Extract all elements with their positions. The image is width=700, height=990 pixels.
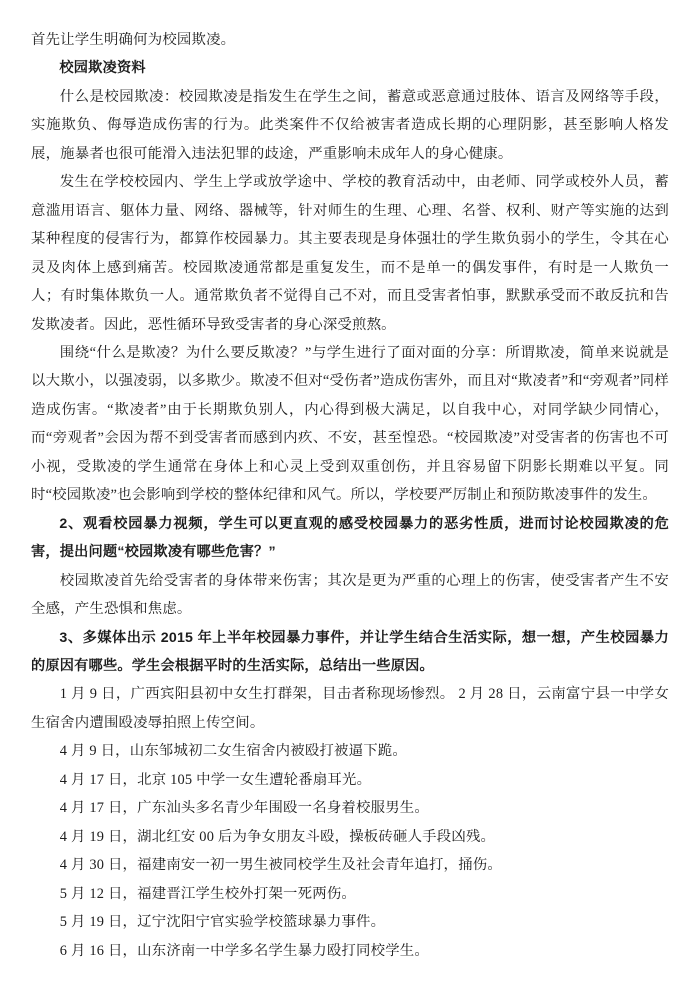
body-paragraph: 1 月 9 日，广西宾阳县初中女生打群架，目击者称现场惨烈。 2 月 28 日，云南富宁县一中学女生宿舍内遭围殴凌辱拍照上传空间。 (31, 686, 669, 731)
heading-paragraph: 2、观看校园暴力视频，学生可以更直观的感受校园暴力的恶劣性质，进而讨论校园欺凌的危害，提出问题“校园欺凌有哪些危害？” (31, 515, 669, 561)
body-paragraph: 发生在学校校园内、学生上学或放学途中、学校的教育活动中，由老师、同学或校外人员，蓄意滥用语言、躯体力量、网络、器械等，针对师生的生理、心理、名誉、权利、财产等实施的达到某种程度的侵害行为，都算作校园暴力。其主要表现是身体强壮的学生欺负弱小的学生，令其在心灵及肉体上感到痛苦。校园欺凌通常都是重复发生，而不是单一的偶发事件，有时是一人欺负一人；有时集体欺负一人。通常欺负者不觉得自己不对，而且受害者怕事，默默承受而不敢反抗和告发欺凌者。因此，恶性循环导致受害者的身心深受煎熬。 (31, 174, 669, 333)
body-paragraph: 首先让学生明确何为校园欺凌。 (31, 32, 236, 48)
heading-paragraph: 3、多媒体出示 2015 年上半年校园暴力事件，并让学生结合生活实际，想一想，产生校园暴力的原因有哪些。学生会根据平时的生活实际，总结出一些原因。 (31, 629, 669, 674)
body-paragraph: 4 月 9 日，山东邹城初二女生宿舍内被殴打被逼下跪。 (59, 743, 407, 760)
body-paragraph: 5 月 19 日，辽宁沈阳宁官实验学校篮球暴力事件。 (59, 914, 386, 931)
body-paragraph: 4 月 17 日，广东汕头多名青少年围殴一名身着校服男生。 (59, 800, 429, 817)
heading-paragraph: 校园欺凌资料 (59, 60, 146, 77)
body-paragraph: 校园欺凌首先给受害者的身体带来伤害；其次是更为严重的心理上的伤害，使受害者产生不安全感，产生恐惧和焦虑。 (31, 572, 669, 618)
body-paragraph: 4 月 17 日，北京 105 中学一女生遭轮番扇耳光。 (59, 771, 372, 788)
body-paragraph: 4 月 19 日，湖北红安 00 后为争女朋友斗殴，操板砖砸人手段凶残。 (59, 828, 496, 845)
document-body (31, 26, 669, 965)
body-paragraph: 围绕“什么是欺凌？为什么要反欺凌？”与学生进行了面对面的分享：所谓欺凌，简单来说就是以大欺小，以强凌弱，以多欺少。欺凌不但对“受伤者”造成伤害外，而且对“欺凌者”和“旁观者”同样造成伤害。“欺凌者”由于长期欺负别人，内心得到极大满足，以自我中心，对同学缺少同情心，而“旁观者”会因为帮不到受害者而感到内疚、不安，甚至惶恐。“校园欺凌”对受害者的伤害也不可小视，受欺凌的学生通常在身体上和心灵上受到双重创伤，并且容易留下阴影长期难以平复。同时“校园欺凌”也会影响到学校的整体纪律和风气。所以，学校要严厉制止和预防欺凌事件的发生。 (31, 344, 669, 504)
body-paragraph: 6 月 16 日，山东济南一中学多名学生暴力殴打同校学生。 (59, 942, 429, 959)
body-paragraph: 5 月 12 日，福建晋江学生校外打架一死两伤。 (59, 885, 357, 902)
body-paragraph: 4 月 30 日，福建南安一初一男生被同校学生及社会青年追打，捅伤。 (59, 857, 502, 874)
body-paragraph: 什么是校园欺凌：校园欺凌是指发生在学生之间，蓄意或恶意通过肢体、语言及网络等手段，实施欺负、侮辱造成伤害的行为。此类案件不仅给被害者造成长期的心理阴影，甚至影响人格发展，施暴者也很可能滑入违法犯罪的歧途，严重影响未成年人的身心健康。 (31, 88, 669, 162)
